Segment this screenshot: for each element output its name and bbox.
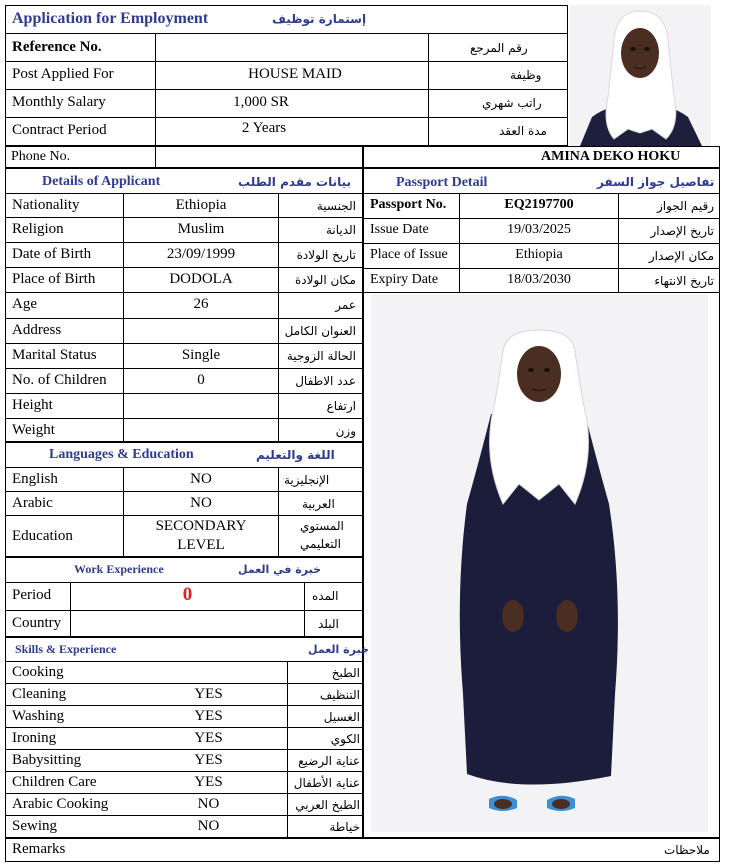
applicant-name: AMINA DEKO HOKU: [541, 149, 681, 164]
skill-value: YES: [194, 774, 223, 790]
education-ar-1: المستوي: [300, 519, 344, 533]
applicant-row-value: 0: [197, 372, 205, 388]
applicant-heading-ar: بيانات مقدم الطلب: [238, 175, 352, 189]
row-divider: [363, 218, 720, 219]
applicant-row-ar: الحالة الزوجية: [286, 349, 356, 363]
applicant-row-label: Place of Birth: [12, 271, 96, 287]
applicant-row-ar: عدد الاطفال: [295, 374, 356, 388]
applicant-row-label: Marital Status: [12, 347, 97, 363]
skills-heading-ar: خبرة العمل: [308, 643, 369, 656]
work-heading-ar: خبرة في العمل: [238, 563, 322, 576]
remarks-row: [5, 838, 720, 862]
skill-label: Washing: [12, 708, 65, 724]
skill-ar: التنظيف: [319, 688, 360, 702]
skill-value: YES: [194, 708, 223, 724]
applicant-row-value: Single: [181, 347, 221, 363]
skill-label: Sewing: [12, 818, 57, 834]
applicant-row-value: Ethiopia: [175, 197, 227, 213]
passport-row-value: Ethiopia: [515, 247, 563, 262]
passport-row-value: 18/03/2030: [507, 272, 571, 287]
applicant-row-label: Religion: [12, 221, 64, 237]
education-label: Education: [12, 528, 73, 544]
reference-label: Reference No.: [12, 39, 102, 55]
passport-row-label: Place of Issue: [370, 247, 448, 262]
arabic-value: NO: [190, 495, 212, 511]
row-divider: [5, 749, 363, 750]
education-value-2: LEVEL: [177, 537, 225, 553]
english-value: NO: [190, 471, 212, 487]
skill-label: Arabic Cooking: [12, 796, 109, 812]
work-heading-en: Work Experience: [74, 562, 164, 576]
skill-ar: الطبخ: [331, 666, 360, 680]
skill-value: YES: [194, 730, 223, 746]
row-divider: [5, 292, 363, 293]
period-ar: المده: [312, 589, 339, 603]
row-divider: [363, 268, 720, 269]
period-value: 0: [182, 584, 193, 605]
skill-ar: عناية الأطفال: [293, 776, 360, 790]
applicant-row-value: DODOLA: [169, 271, 233, 287]
row-divider: [5, 793, 363, 794]
row-divider: [5, 815, 363, 816]
row-divider: [5, 343, 363, 344]
skill-label: Children Care: [12, 774, 97, 790]
applicant-row-label: Age: [12, 296, 37, 312]
row-divider: [5, 267, 363, 268]
applicant-row-value: 26: [193, 296, 209, 312]
applicant-heading-en: Details of Applicant: [42, 174, 161, 189]
salary-value: 1,000 SR: [233, 94, 289, 110]
row-divider: [363, 243, 720, 244]
passport-row-value: 19/03/2025: [507, 222, 571, 237]
post-value: HOUSE MAID: [248, 66, 342, 82]
skill-label: Cleaning: [12, 686, 67, 702]
phone-label: Phone No.: [11, 149, 71, 164]
contract-ar: مدة العقد: [499, 124, 547, 138]
skills-heading-en: Skills & Experience: [15, 642, 117, 656]
passport-heading-ar: تفاصيل جواز السفر: [597, 175, 715, 189]
passport-row-ar: تاريخ الانتهاء: [654, 274, 714, 288]
applicant-row-ar: وزن: [335, 424, 356, 438]
passport-heading-en: Passport Detail: [396, 175, 488, 190]
applicant-row-label: Address: [12, 322, 62, 338]
passport-row-value: EQ2197700: [504, 197, 574, 212]
applicant-row-label: Height: [12, 397, 53, 413]
row-divider: [5, 217, 363, 218]
skill-ar: عناية الرضيع: [298, 754, 360, 768]
country-label: Country: [12, 615, 62, 631]
english-label: English: [12, 471, 58, 487]
arabic-label: Arabic: [12, 495, 53, 511]
skill-ar: الكوي: [330, 732, 360, 746]
remarks-ar: ملاحظات: [664, 843, 710, 857]
portrait-photo: [570, 5, 711, 146]
row-divider: [5, 393, 363, 394]
salary-ar: راتب شهري: [482, 96, 542, 110]
applicant-row-ar: العنوان الكامل: [284, 324, 356, 338]
period-label: Period: [12, 587, 52, 603]
applicant-row-ar: مكان الولادة: [294, 273, 356, 287]
passport-row-label: Issue Date: [370, 222, 429, 237]
skill-label: Cooking: [12, 664, 64, 680]
row-divider: [5, 242, 363, 243]
languages-heading-en: Languages & Education: [49, 447, 194, 462]
skill-label: Babysitting: [12, 752, 82, 768]
title-ar: إستمارة توظيف: [272, 12, 367, 26]
post-ar: وظيفة: [510, 68, 542, 82]
skill-label: Ironing: [12, 730, 57, 746]
row-divider: [5, 318, 363, 319]
passport-row-ar: مكان الإصدار: [648, 249, 714, 263]
skill-value: YES: [194, 686, 223, 702]
reference-ar: رقم المرجع: [470, 41, 528, 55]
applicant-row-ar: ارتفاع: [326, 399, 356, 413]
contract-label: Contract Period: [12, 122, 107, 138]
applicant-row-ar: تاريخ الولادة: [296, 248, 356, 262]
applicant-row-ar: عمر: [335, 298, 356, 312]
applicant-row-label: Date of Birth: [12, 246, 92, 262]
post-label: Post Applied For: [12, 66, 114, 82]
applicant-row-label: Weight: [12, 422, 55, 438]
languages-heading-ar: اللغة والتعليم: [256, 448, 335, 462]
applicant-row-label: Nationality: [12, 197, 80, 213]
arabic-ar: العربية: [302, 497, 335, 511]
skill-ar: الطبخ العربي: [295, 798, 360, 812]
skill-value: NO: [197, 796, 220, 812]
passport-row-label: Passport No.: [370, 197, 447, 212]
row-divider: [5, 418, 363, 419]
passport-row-ar: تاريخ الإصدار: [650, 224, 714, 238]
passport-row-ar: رقيم الجواز: [656, 199, 714, 213]
applicant-row-value: Muslim: [177, 221, 225, 237]
title-en: Application for Employment: [12, 10, 209, 27]
remarks-label: Remarks: [12, 841, 66, 857]
applicant-row-label: No. of Children: [12, 372, 107, 388]
salary-label: Monthly Salary: [12, 94, 106, 110]
photo-frame: [363, 293, 720, 838]
row-divider: [5, 771, 363, 772]
english-ar: الإنجليزية: [284, 473, 330, 487]
row-divider: [5, 683, 363, 684]
row-divider: [5, 727, 363, 728]
skill-value: YES: [194, 752, 223, 768]
row-divider: [5, 705, 363, 706]
education-ar-2: التعليمي: [300, 537, 341, 551]
row-divider: [5, 368, 363, 369]
applicant-row-ar: الديانة: [325, 223, 356, 237]
skill-ar: الغسيل: [323, 710, 360, 724]
skill-value: NO: [197, 818, 220, 834]
applicant-row-ar: الجنسية: [316, 199, 356, 213]
contract-value: 2 Years: [241, 120, 287, 136]
skill-ar: خياطة: [329, 820, 360, 834]
applicant-row-value: 23/09/1999: [166, 246, 236, 262]
country-ar: البلد: [318, 617, 339, 631]
passport-row-label: Expiry Date: [370, 272, 439, 287]
education-value-1: SECONDARY: [155, 518, 247, 534]
